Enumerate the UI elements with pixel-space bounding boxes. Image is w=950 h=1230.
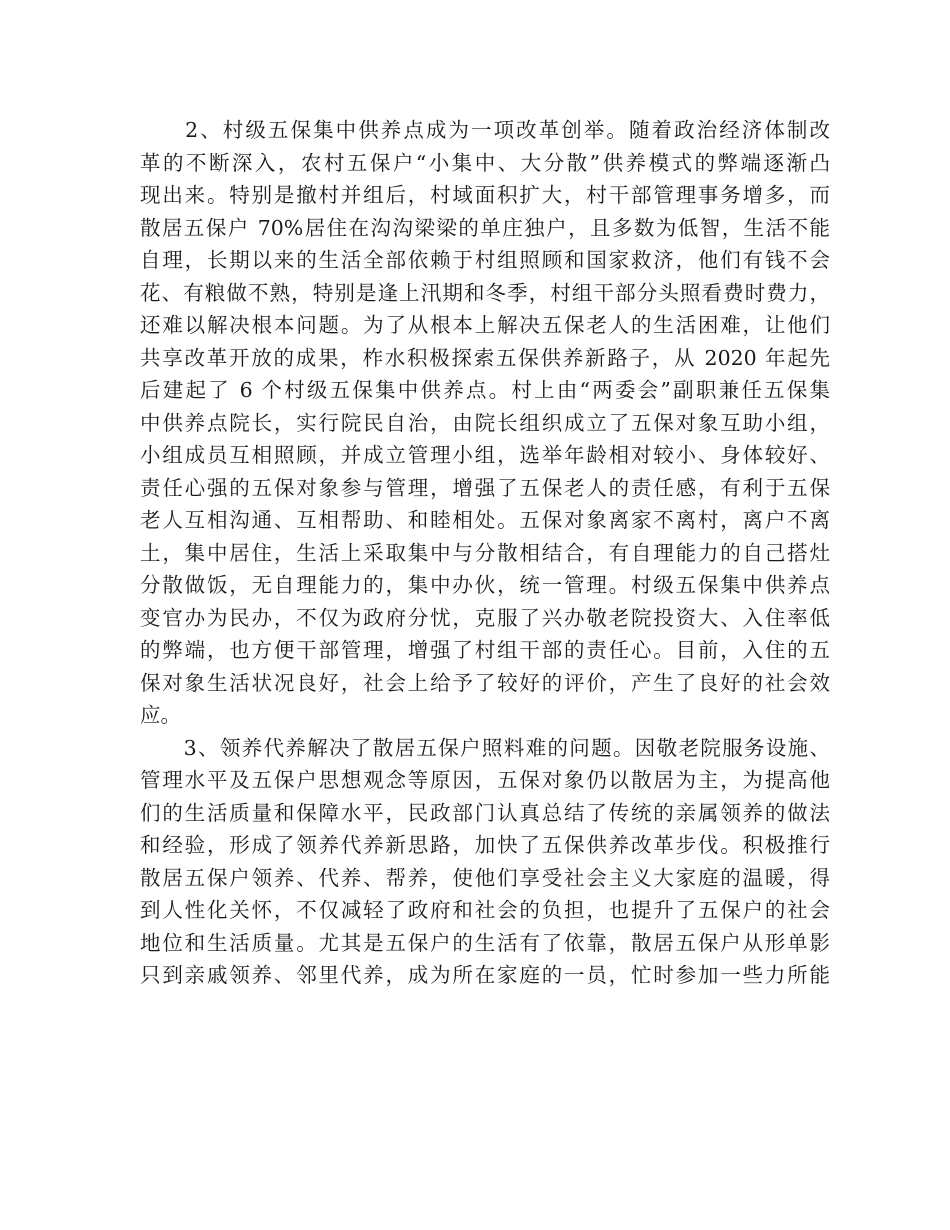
text-line: 的弊端，也方便干部管理，增强了村组干部的责任心。目前，入住的五 xyxy=(140,638,830,662)
text-line: 地位和生活质量。尤其是五保户的生活有了依靠，散居五保户从形单影 xyxy=(140,930,830,955)
paragraph-adoption-care xyxy=(140,732,830,992)
text-line: 们的生活质量和保障水平，民政部门认真总结了传统的亲属领养的做法 xyxy=(140,800,830,825)
text-line: 散居五保户领养、代养、帮养，使他们享受社会主义大家庭的温暖，得 xyxy=(140,865,830,890)
text-line: 中供养点院长，实行院民自治，由院长组织成立了五保对象互助小组， xyxy=(140,410,830,435)
text-line: 管理水平及五保户思想观念等原因，五保对象仍以散居为主，为提高他 xyxy=(140,768,830,792)
text-line: 只到亲戚领养、邻里代养，成为所在家庭的一员，忙时参加一些力所能 xyxy=(140,963,830,987)
text-line: 到人性化关怀，不仅减轻了政府和社会的负担，也提升了五保户的社会 xyxy=(140,898,830,922)
text-line: 自理，长期以来的生活全部依赖于村组照顾和国家救济，他们有钱不会 xyxy=(140,248,830,272)
text-line: 和经验，形成了领养代养新思路，加快了五保供养改革步伐。积极推行 xyxy=(140,833,830,857)
text-line: 保对象生活状况良好，社会上给予了较好的评价，产生了良好的社会效 xyxy=(140,670,830,695)
text-line: 3、领养代养解决了散居五保户照料难的问题。因敬老院服务设施、 xyxy=(140,735,830,760)
text-line: 变官办为民办，不仅为政府分忧，克服了兴办敬老院投资大、入住率低 xyxy=(140,605,830,630)
text-line: 2、村级五保集中供养点成为一项改革创举。随着政治经济体制改 xyxy=(140,118,830,142)
text-line: 花、有粮做不熟，特别是逢上汛期和冬季，村组干部分头照看费时费力， xyxy=(140,280,830,305)
text-line: 土，集中居住，生活上采取集中与分散相结合，有自理能力的自己搭灶 xyxy=(140,540,830,565)
text-line: 后建起了 6 个村级五保集中供养点。村上由“两委会”副职兼任五保集 xyxy=(140,378,830,402)
document-body xyxy=(140,114,830,992)
text-line: 现出来。特别是撤村并组后，村域面积扩大，村干部管理事务增多，而 xyxy=(140,183,830,207)
text-line: 分散做饭，无自理能力的，集中办伙，统一管理。村级五保集中供养点 xyxy=(140,573,830,597)
text-line: 责任心强的五保对象参与管理，增强了五保老人的责任感，有利于五保 xyxy=(140,475,830,500)
paragraph-village-care-points xyxy=(140,114,830,732)
text-line: 老人互相沟通、互相帮助、和睦相处。五保对象离家不离村，离户不离 xyxy=(140,508,830,532)
text-line: 共享改革开放的成果，柞水积极探索五保供养新路子，从 2020 年起先 xyxy=(140,345,830,370)
text-line: 散居五保户 70%居住在沟沟梁梁的单庄独户，且多数为低智，生活不能 xyxy=(140,215,830,240)
text-line: 小组成员互相照顾，并成立管理小组，选举年龄相对较小、身体较好、 xyxy=(140,443,830,467)
text-line: 革的不断深入，农村五保户“小集中、大分散”供养模式的弊端逐渐凸 xyxy=(140,150,830,175)
text-line: 还难以解决根本问题。为了从根本上解决五保老人的生活困难，让他们 xyxy=(140,313,830,337)
text-line: 应。 xyxy=(140,703,181,727)
